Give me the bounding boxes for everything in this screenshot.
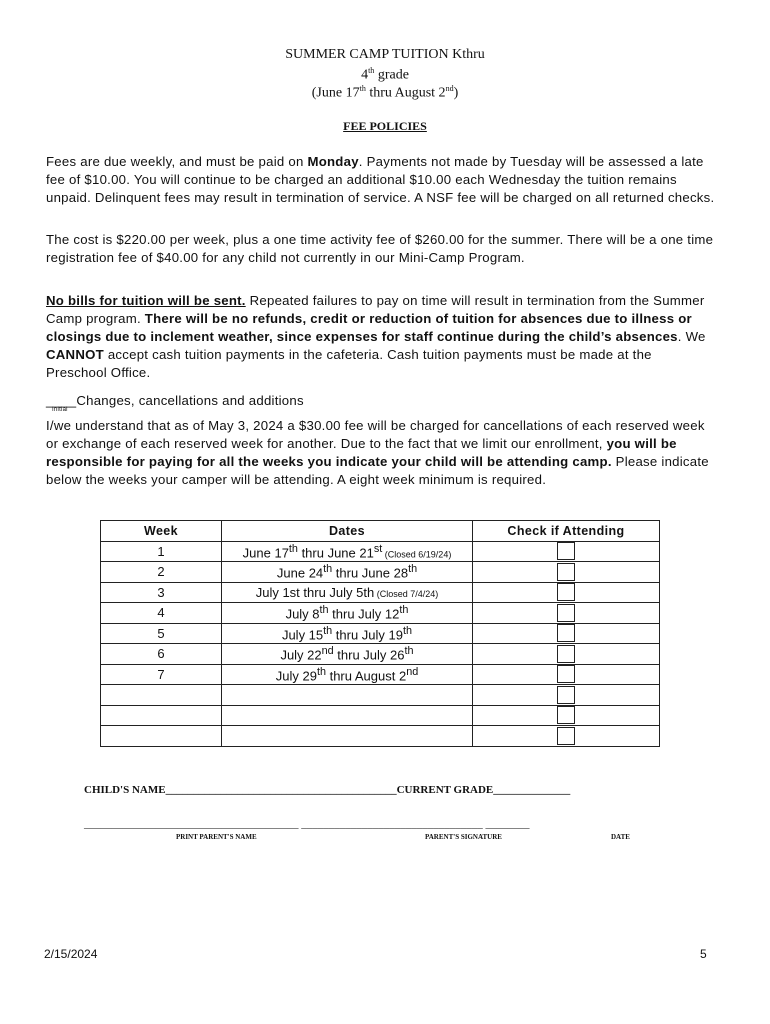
doc-title: SUMMER CAMP TUITION Kthru	[285, 47, 485, 62]
header-week: Week	[101, 521, 222, 542]
grade-line: 4th grade	[361, 66, 409, 83]
week-dates: July 1st thru July 5th (Closed 7/4/24)	[222, 582, 473, 603]
week-dates: July 29th thru August 2nd	[222, 664, 473, 685]
table-row	[101, 562, 660, 583]
header-check: Check if Attending	[473, 521, 660, 542]
camp-dates: (June 17th thru August 2nd)	[311, 84, 459, 101]
table-row	[101, 541, 660, 562]
initial-caption: Initial	[52, 407, 68, 413]
attend-checkbox[interactable]	[473, 664, 660, 685]
week-number: 2	[101, 562, 222, 583]
table-row	[101, 705, 660, 726]
week-dates: June 24th thru June 28th	[222, 562, 473, 583]
week-number: 3	[101, 582, 222, 603]
cancellation-paragraph: I/we understand that as of May 3, 2024 a $30.00 fee will be charged for cancellations of each reserved week or exchange of each reserved week for another. Due to the fact that we limit our enrollment, you will be responsible for paying for all the weeks you indicate your child will be attending camp. Please indicate below the weeks your camper will be attending. A eight week minimum is required.	[46, 418, 709, 487]
week-number: 1	[101, 541, 222, 562]
attend-checkbox[interactable]	[473, 582, 660, 603]
date-caption: DATE	[611, 833, 630, 841]
week-dates: July 8th thru July 12th	[222, 603, 473, 624]
week-number: 6	[101, 644, 222, 665]
print-name-caption: PRINT PARENT'S NAME	[176, 833, 257, 841]
attend-checkbox[interactable]	[473, 705, 660, 726]
week-table	[100, 520, 660, 747]
table-row	[101, 685, 660, 706]
attend-checkbox[interactable]	[473, 726, 660, 747]
parent-signature-caption: PARENT'S SIGNATURE	[425, 833, 502, 841]
table-row	[101, 664, 660, 685]
week-dates: July 15th thru July 19th	[222, 623, 473, 644]
attend-checkbox[interactable]	[473, 685, 660, 706]
attend-checkbox[interactable]	[473, 562, 660, 583]
table-row	[101, 623, 660, 644]
cost-paragraph: The cost is $220.00 per week, plus a one time activity fee of $260.00 for the summer. There will be a one time registration fee of $40.00 for any child not currently in our Mini-Camp Program.	[46, 232, 714, 265]
table-row	[101, 603, 660, 624]
table-header-row	[101, 521, 660, 542]
week-dates: June 17th thru June 21st (Closed 6/19/24)	[222, 541, 473, 562]
attend-checkbox[interactable]	[473, 644, 660, 665]
signature-lines[interactable]: _______________________________________ _________________________________ ________	[84, 818, 530, 830]
table-row	[101, 726, 660, 747]
child-name-line[interactable]: CHILD'S NAME__________________________________________CURRENT GRADE______________	[84, 784, 571, 796]
table-row	[101, 582, 660, 603]
week-number: 7	[101, 664, 222, 685]
table-row	[101, 644, 660, 665]
week-number: 4	[101, 603, 222, 624]
week-number: 5	[101, 623, 222, 644]
footer-date: 2/15/2024	[44, 947, 98, 961]
section-heading: FEE POLICIES	[343, 119, 427, 133]
header-dates: Dates	[222, 521, 473, 542]
billing-paragraph: No bills for tuition will be sent. Repeated failures to pay on time will result in termination from the Summer Camp program. There will be no refunds, credit or reduction of tuition for absences due to illness or closings due to inclement weather, since expenses for staff continue during the child’s absences. We CANNOT accept cash tuition payments in the cafeteria. Cash tuition payments must be made at the Preschool Office.	[46, 293, 706, 380]
attend-checkbox[interactable]	[473, 623, 660, 644]
attend-checkbox[interactable]	[473, 541, 660, 562]
week-dates: July 22nd thru July 26th	[222, 644, 473, 665]
page-number: 5	[700, 947, 707, 961]
fee-paragraph: Fees are due weekly, and must be paid on Monday. Payments not made by Tuesday will be assessed a late fee of $10.00. You will continue to be charged an additional $10.00 each Wednesday the tuition remains unpaid. Delinquent fees may result in termination of service. A NSF fee will be charged on all returned checks.	[46, 154, 715, 205]
changes-line: ____Changes, cancellations and additions	[46, 393, 304, 408]
attend-checkbox[interactable]	[473, 603, 660, 624]
